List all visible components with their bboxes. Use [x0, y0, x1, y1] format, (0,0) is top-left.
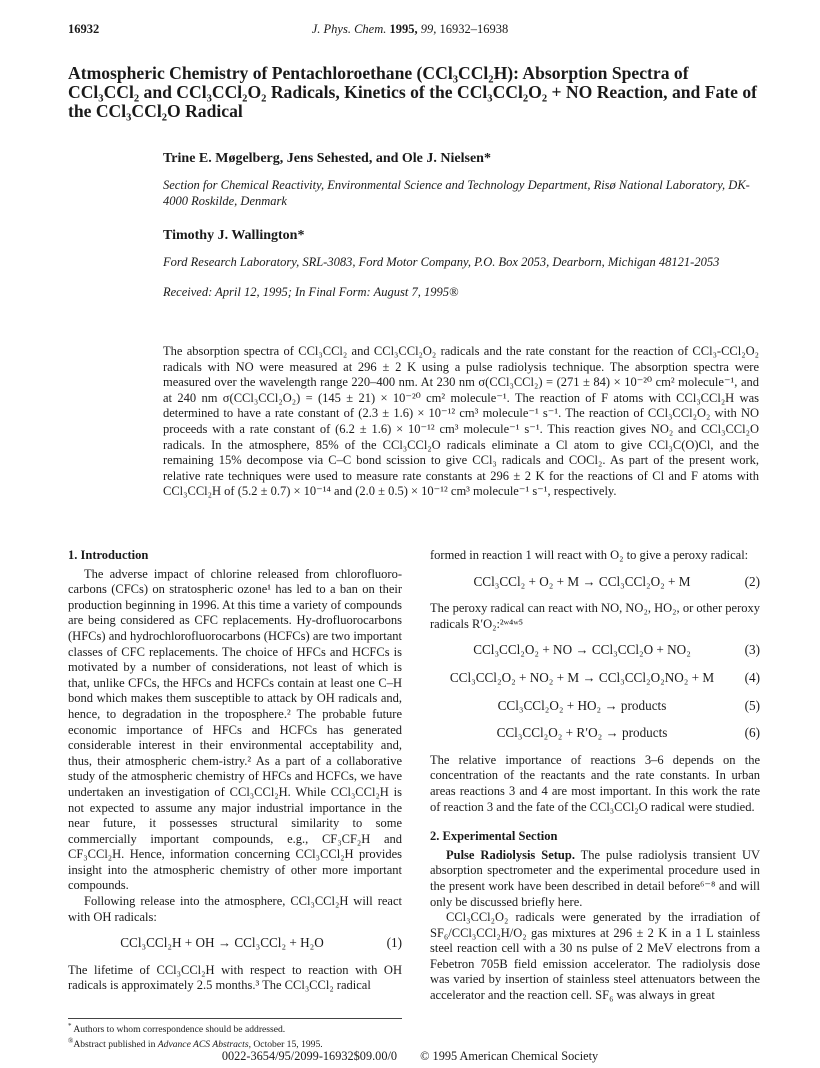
- equation-6: [430, 725, 760, 741]
- journal-name: J. Phys. Chem.: [311, 22, 387, 36]
- footnote-mark: *: [68, 1022, 72, 1030]
- footnote-text: Authors to whom correspondence should be addressed.: [73, 1024, 286, 1036]
- footnote-text: Abstract published in: [73, 1038, 158, 1050]
- abstract: The absorption spectra of CCl₃CCl₂ and CCl₃CCl₂O₂ radicals and the rate constant for the reaction of CCl₃-CCl₂O₂ radicals with NO were measured at 296 ± 2 K using a pulse radiolysis technique. The absorption spectra were measured over the wavelength range 220–400 nm. At 230 nm σ(CCl₃CCl₂) = (271 ± 84) × 10⁻²⁰ cm² molecule⁻¹, and at 240 nm σ(CCl₃CCl₂O₂) = (145 ± 21) × 10⁻²⁰ cm² molecule⁻¹. The reaction of F atoms with CCl₃CCl₂H was determined to have a rate constant of (2.3 ± 1.6) × 10⁻¹² cm³ molecule⁻¹ s⁻¹. The reaction of CCl₃CCl₂O₂ with NO proceeds with a rate constant of (6.2 ± 1.6) × 10⁻¹² cm³ molecule⁻¹ s⁻¹. This reaction gives NO₂ and CCl₃CCl₂O radicals. In the atmosphere, 85% of the CCl₃CCl₂O radicals eliminate a Cl atom to give CCl₃C(O)Cl, and the remaining 15% decompose via C–C bond scission to give CCl₃ radicals and COCl₂. As part of the present work, relative rate techniques were used to measure rate constants at 296 ± 2 K for the reactions of Cl and F atoms with CCl₃CCl₂H of (5.2 ± 0.7) × 10⁻¹⁴ and (2.0 ± 0.5) × 10⁻¹² cm³ molecule⁻¹ s⁻¹, respectively.: [163, 344, 759, 499]
- section-heading-introduction: 1. Introduction: [68, 548, 149, 562]
- footnote-date: October 15, 1995.: [250, 1038, 323, 1050]
- paragraph: formed in reaction 1 will react with O₂ to give a peroxy radical:: [430, 548, 749, 562]
- paragraph: The lifetime of CCl₃CCl₂H with respect to reaction with OH radicals is approximately 2.5 months.³ The CCl₃CCl₂ radical: [68, 962, 402, 993]
- run-in-heading: Pulse Radiolysis Setup.: [446, 847, 575, 862]
- received-dates: Received: April 12, 1995; In Final Form: August 7, 1995®: [163, 285, 459, 299]
- equation-4: [430, 670, 760, 686]
- equation-expression: CCl₃CCl₂O₂ + NO₂ + M → CCl₃CCl₂O₂NO₂ + M: [449, 669, 715, 685]
- left-column: [68, 548, 402, 994]
- equation-expression: CCl₃CCl₂O₂ + NO → CCl₃CCl₂O + NO₂: [473, 642, 691, 658]
- equation-number: (3): [744, 642, 760, 658]
- article-code: 0022-3654/95/2099-16932$09.00/0: [221, 1049, 398, 1063]
- equation-number: (4): [744, 669, 760, 685]
- paragraph: Following release into the atmosphere, CCl₃CCl₂H will react with OH radicals:: [68, 894, 402, 924]
- journal-pages: 16932–16938: [439, 22, 509, 36]
- page-footer: [0, 1049, 820, 1064]
- affiliation-1: Section for Chemical Reactivity, Environmental Science and Technology Department, Risø National Laboratory, DK-4000 Roskilde, Denmark: [163, 178, 750, 208]
- equation-1: [68, 935, 402, 951]
- equation-expression: CCl₃CCl₂H + OH → CCl₃CCl₂ + H₂O: [120, 935, 324, 951]
- equation-number: (2): [744, 573, 760, 589]
- equation-number: (6): [744, 725, 760, 741]
- paragraph: The peroxy radical can react with NO, NO₂, HO₂, or other peroxy radicals R′O₂:²ʷ⁴ʷ⁵: [430, 601, 760, 631]
- right-column: [430, 548, 760, 1004]
- journal-year: 1995,: [389, 22, 418, 36]
- paragraph: CCl₃CCl₂O₂ radicals were generated by the irradiation of SF₆/CCl₃CCl₂H/O₂ gas mixtures at 296 ± 2 K in a 1 L stainless steel reaction cell with a 30 ns pulse of 2 MeV electrons from a Febetron 705B field emission accelerator. The radiolysis dose was varied by insertion of stainless steel attenuators between the accelerator and the reaction cell. SF₆ was always in great: [430, 910, 760, 1003]
- paragraph: [430, 848, 760, 910]
- authors-group-2: Timothy J. Wallington*: [163, 228, 305, 243]
- article-title: Atmospheric Chemistry of Pentachloroethane (CCl₃CCl₂H): Absorption Spectra of CCl₃CCl₂ and CCl₃CCl₂O₂ Radicals, Kinetics of the CCl₃CCl₂O₂ + NO Reaction, and Fate of the CCl₃CCl₂O Radical: [68, 63, 757, 121]
- journal-volume: 99,: [420, 22, 437, 36]
- affiliation-2: Ford Research Laboratory, SRL-3083, Ford Motor Company, P.O. Box 2053, Dearborn, Michigan 48121-2053: [163, 255, 720, 269]
- equation-3: [430, 642, 760, 658]
- authors-group-1: Trine E. Møgelberg, Jens Sehested, and Ole J. Nielsen*: [163, 151, 491, 166]
- footnote-journal: Advance ACS Abstracts,: [157, 1038, 251, 1050]
- paragraph: The relative importance of reactions 3–6 depends on the concentration of the reactants and the rate constants. In urban areas reactions 3 and 4 are most important. In this work the rate of reaction 3 and the fate of the CCl₃CCl₂O radical were studied.: [430, 752, 760, 814]
- equation-number: (1): [386, 935, 402, 951]
- footnotes: [68, 1018, 402, 1050]
- equation-2: [430, 574, 760, 590]
- equation-5: [430, 698, 760, 714]
- equation-number: (5): [744, 697, 760, 713]
- equation-expression: CCl₃CCl₂O₂ + HO₂ → products: [497, 697, 667, 713]
- paragraph-text: The pulse radiolysis transient UV absorption spectrometer and the experimental procedure used in the present work have been described in detail before⁶⁻⁸ and will only be discussed briefly here.: [430, 847, 760, 909]
- footnote-1: [68, 1021, 402, 1036]
- journal-reference: [0, 22, 820, 37]
- equation-expression: CCl₃CCl₂O₂ + R′O₂ → products: [496, 725, 668, 741]
- section-heading-experimental: 2. Experimental Section: [430, 829, 558, 844]
- paragraph: The adverse impact of chlorine released from chlorofluoro-carbons (CFCs) on stratospheric ozone¹ has led to a ban on their production beginning in 1996. At this time a variety of compounds are being considered as CFC replacements. Hy-drofluorocarbons (HFCs) and hydrochlorofluorocarbons (HCFCs) are two important classes of CFC replacements. The choice of HFCs and HCFCs is motivated by a number of considerations, not least of which is that, unlike CFCs, the HFCs and HCFCs contain at least one C–H bond which makes them susceptible to attack by OH radicals and, hence, to degradation in the troposphere.² The probable future economic importance of HFCs and HCFCs has generated considerable interest in their environmental acceptability and, thus, their atmospheric chem-istry.² As a part of a collaborative study of the atmospheric chemistry of HFCs and HCFCs, we have undertaken an investigation of CCl₃CCl₂H. While CCl₃CCl₂H is not expected to assume any major industrial importance in the near future, it possesses structural similarity to some commercially important compounds, e.g., CF₃CF₂H and CF₃CCl₂H. Hence, information concerning CCl₃CCl₂H provides insight into the atmospheric chemistry of other more important compounds.: [68, 566, 402, 893]
- footnote-mark: ®: [68, 1036, 74, 1045]
- equation-expression: CCl₃CCl₂ + O₂ + M → CCl₃CCl₂O₂ + M: [473, 573, 691, 589]
- page-number: 16932: [68, 22, 100, 36]
- copyright: © 1995 American Chemical Society: [420, 1049, 599, 1063]
